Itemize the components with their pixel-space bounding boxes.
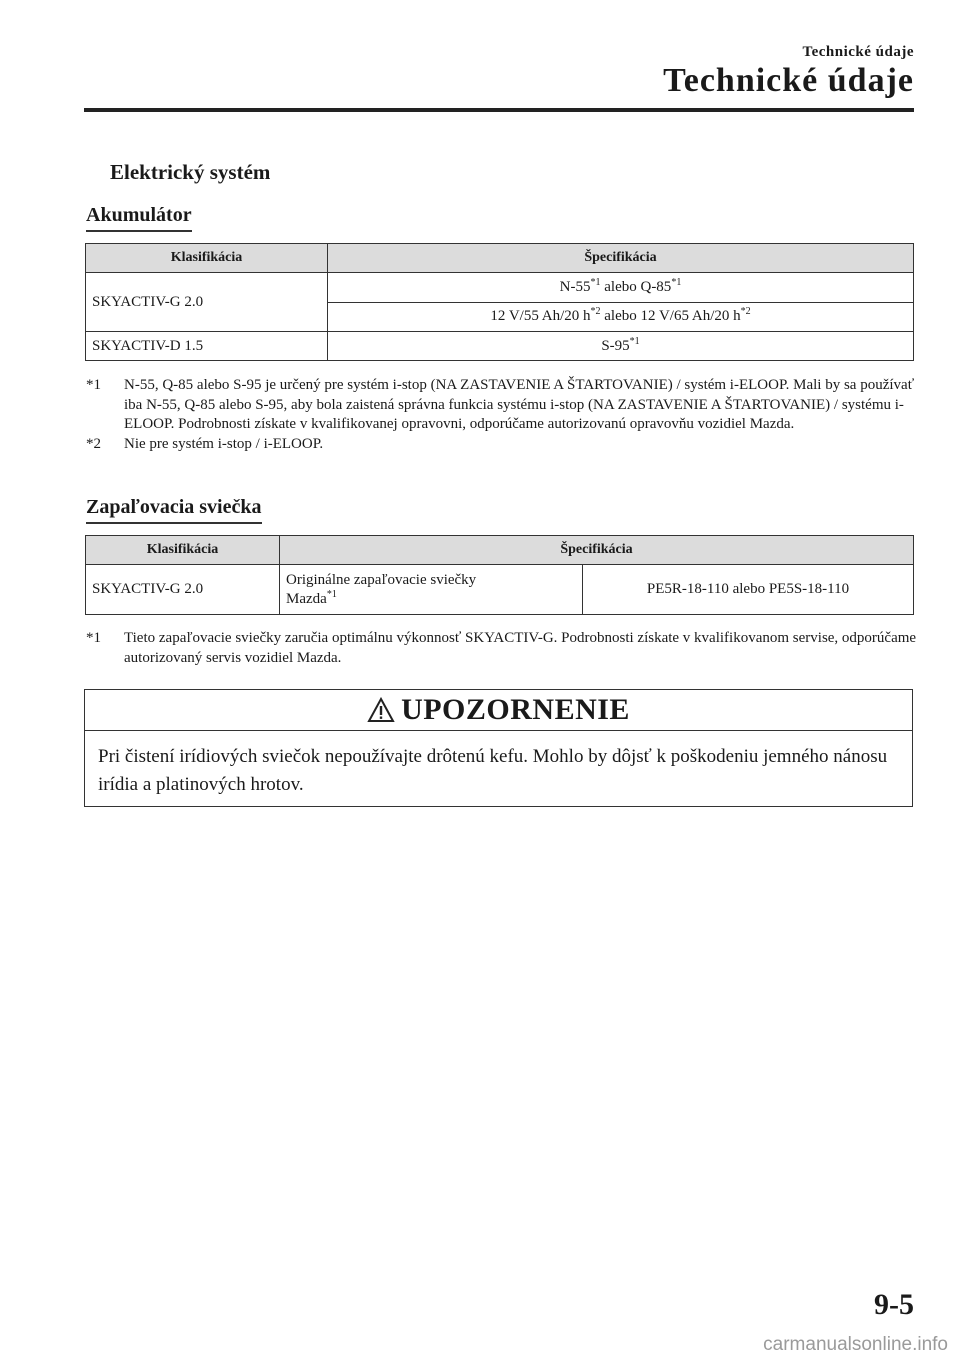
- footnote-mark: *1: [86, 630, 101, 646]
- cell-specification: S-95$^{*1}$: [328, 332, 914, 361]
- battery-title: [86, 204, 192, 232]
- warning-header: [85, 690, 912, 731]
- table-row: [86, 273, 914, 303]
- table-row: [86, 565, 914, 615]
- col-header-specification: Špecifikácia: [328, 244, 914, 273]
- footnote-text: Nie pre systém i-stop / i-ELOOP.: [124, 435, 324, 452]
- cell-part-number: PE5R-18-110 alebo PE5S-18-110: [583, 565, 914, 615]
- table-header-row: [86, 536, 914, 565]
- col-header-classification: Klasifikácia: [86, 244, 328, 273]
- spark-plug-title-underline: [86, 522, 262, 524]
- col-header-classification: Klasifikácia: [86, 536, 280, 565]
- table-header-row: [86, 244, 914, 273]
- col-header-specification: Špecifikácia: [280, 536, 914, 565]
- battery-title-underline: [86, 230, 192, 232]
- warning-text: Pri čistení irídiových sviečok nepoužívajte drôtenú kefu. Mohlo by dôjsť k poškodeniu jemného nánosu irídia a platinových hrotov.: [98, 746, 888, 795]
- spark-plug-title-text: Zapaľovacia sviečka: [86, 496, 262, 518]
- battery-footnotes: [86, 376, 918, 454]
- cell-specification: 12 V/55 Ah/20 $h^{*2}$ alebo 12 V/65 Ah/20 $h^{*2}$: [328, 302, 914, 332]
- page-number: 9-5: [874, 1288, 914, 1321]
- spark-plug-table: [85, 535, 914, 615]
- spark-plug-footnotes: [86, 629, 918, 668]
- warning-triangle-icon: [367, 697, 395, 723]
- section-title: Elektrický systém: [110, 160, 271, 184]
- spark-plug-title: [86, 496, 262, 524]
- cell-classification: SKYACTIV-G 2.0: [86, 273, 328, 332]
- footnote: [86, 435, 918, 455]
- warning-title: UPOZORNENIE: [401, 693, 630, 726]
- footnote-mark: *2: [86, 435, 101, 452]
- battery-title-text: Akumulátor: [86, 204, 192, 226]
- running-header-title: Technické údaje: [663, 62, 914, 99]
- cell-classification: SKYACTIV-G 2.0: [86, 565, 280, 615]
- table-row: [86, 332, 914, 361]
- cell-specification: N-55$^{*1}$ alebo Q-85$^{*1}$: [328, 273, 914, 303]
- header-rule: [84, 108, 914, 112]
- cell-classification: SKYACTIV-D 1.5: [86, 332, 328, 361]
- footnote-mark: *1: [86, 377, 101, 393]
- footnote-text: N-55, Q-85 alebo S-95 je určený pre systém i-stop (NA ZASTAVENIE A ŠTARTOVANIE) / systém i-ELOOP. Mali by sa používať iba N-55, Q-85 alebo S-95, aby bola zaistená správna funkcia systému i-stop (NA ZASTAVENIE A ŠTARTOVANIE) / systému i-ELOOP. Podrobnosti získate v kvalifikovanej opravovni, odporúčame autorizovanú opravovňu vozidiel Mazda.: [124, 377, 915, 432]
- cell-plug-type: Originálne zapaľovacie sviečky Mazda$^{*1}$: [280, 565, 583, 615]
- footer-watermark: carmanualsonline.info: [763, 1334, 948, 1355]
- battery-table: [85, 243, 914, 361]
- footnote: [86, 629, 918, 668]
- footnote-text: Tieto zapaľovacie sviečky zaručia optimálnu výkonnosť SKYACTIV-G. Podrobnosti získate v kvalifikovanom servise, odporúčame autorizovaný servis vozidiel Mazda.: [124, 630, 917, 666]
- warning-box: [84, 689, 913, 807]
- running-header-small: Technické údaje: [802, 44, 914, 60]
- footnote: [86, 376, 918, 435]
